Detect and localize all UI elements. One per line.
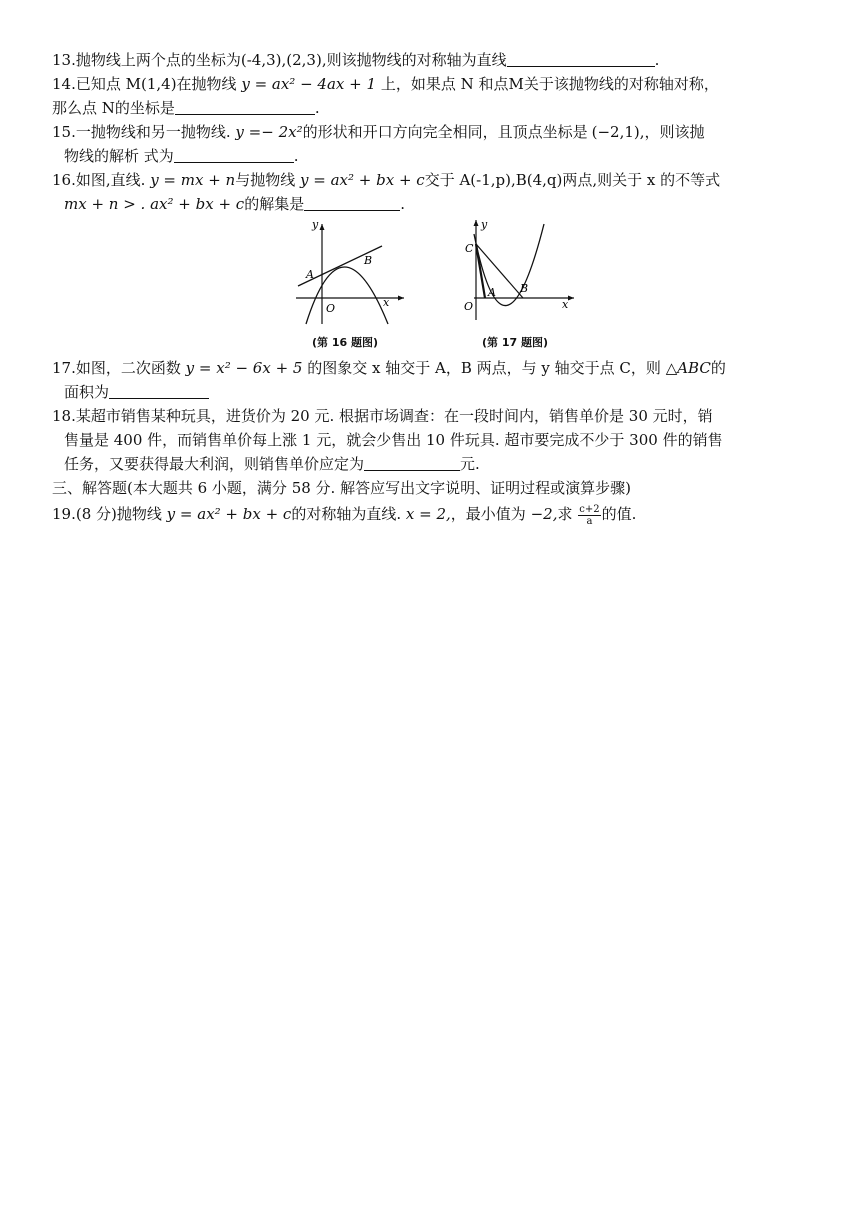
triangle-symbol: △ABC bbox=[665, 359, 711, 377]
y-label: y bbox=[481, 218, 488, 231]
point-b-label: B bbox=[364, 254, 373, 267]
point-a-label: A bbox=[306, 268, 314, 281]
question-number: 15. bbox=[52, 123, 76, 141]
question-number: 19. bbox=[52, 505, 76, 523]
x-label: x bbox=[562, 298, 569, 311]
math-expression: y =− 2x² bbox=[235, 123, 303, 141]
figure-16-caption: (第 16 题图) bbox=[312, 336, 379, 349]
question-14: 14.已知点 M(1,4)在抛物线 y = ax² − 4ax + 1 上，如果点 N 和点M关于该抛物线的对称轴对称， bbox=[52, 75, 719, 93]
answer-blank[interactable] bbox=[174, 146, 294, 163]
math-expression: x = 2, bbox=[405, 505, 451, 523]
x-label: x bbox=[383, 296, 390, 309]
question-18-line-3: 任务，又要获得最大利润，则销售单价应定为 元. bbox=[64, 455, 480, 473]
y-label: y bbox=[312, 220, 319, 231]
figure-16 bbox=[292, 220, 408, 349]
question-16-line-2: mx + n > . ax² + bx + c的解集是 . bbox=[64, 195, 405, 213]
y-axis-arrow bbox=[320, 224, 325, 230]
point-b-label: B bbox=[520, 282, 529, 295]
math-expression: mx + n > . ax² + bx + c bbox=[64, 195, 245, 213]
question-14-line-2: 那么点 N的坐标是 . bbox=[52, 99, 320, 117]
question-18: 18.某超市销售某种玩具，进货价为 20 元. 根据市场调查：在一段时间内，销售单价是 30 元时，销 bbox=[52, 407, 713, 425]
point-a-label: A bbox=[488, 286, 496, 299]
fraction: $\frac{c+2}{a}$ bbox=[579, 503, 600, 527]
question-18-line-2: 售量是 400 件，而销售单价每上涨 1 元，就会少售出 10 件玩具. 超市要完成不少于 300 件的销售 bbox=[64, 431, 723, 449]
question-number: 14. bbox=[52, 75, 76, 93]
origin-label: O bbox=[326, 302, 336, 315]
math-expression: y = ax² + bx + c bbox=[166, 505, 292, 523]
math-expression: y = ax² − 4ax + 1 bbox=[241, 75, 377, 93]
figures bbox=[52, 216, 812, 356]
question-15-line-2: 物线的解析 式为 . bbox=[64, 147, 299, 165]
section-heading: 三、解答题(本大题共 6 小题，满分 58 分. 解答应写出文字说明、证明过程或演算步骤) bbox=[52, 479, 631, 497]
answer-blank[interactable] bbox=[109, 382, 209, 399]
math-expression: y = ax² + bx + c bbox=[300, 171, 425, 189]
min-value: −2, bbox=[530, 505, 558, 523]
question-13: 13.抛物线上两个点的坐标为(-4,3),(2,3),则该抛物线的对称轴为直线 . bbox=[52, 51, 660, 69]
question-16: 16.如图,直线. y = mx + n与抛物线 y = ax² + bx + c交于 A(-1,p),B(4,q)两点,则关于 x 的不等式 bbox=[52, 171, 721, 189]
question-number: 13. bbox=[52, 51, 76, 69]
math-expression: y = mx + n bbox=[150, 171, 236, 189]
origin-label: O bbox=[464, 300, 474, 313]
question-17: 17.如图，二次函数 y = x² − 6x + 5 的图象交 x 轴交于 A，B 两点，与 y 轴交于点 C，则 △ABC的 bbox=[52, 359, 726, 377]
question-19: 19.(8 分)抛物线 y = ax² + bx + c的对称轴为直线. x = 2,，最小值为 −2,求 $\frac{c+2}{a}$ 的值. bbox=[52, 503, 637, 527]
question-number: 18. bbox=[52, 407, 76, 425]
question-number: 17. bbox=[52, 359, 76, 377]
answer-blank[interactable] bbox=[507, 50, 655, 67]
figure-17 bbox=[462, 216, 578, 349]
figure-17-caption: (第 17 题图) bbox=[482, 336, 549, 349]
figure-17-graph bbox=[462, 216, 578, 326]
answer-blank[interactable] bbox=[304, 194, 400, 211]
y-axis-arrow bbox=[474, 220, 479, 226]
document-page bbox=[52, 48, 812, 528]
question-text: 抛物线上两个点的坐标为(-4,3),(2,3),则该抛物线的对称轴为直线 bbox=[75, 51, 507, 69]
question-number: 16. bbox=[52, 171, 76, 189]
answer-blank[interactable] bbox=[175, 98, 315, 115]
question-17-line-2: 面积为 bbox=[52, 380, 812, 404]
answer-blank[interactable] bbox=[364, 454, 460, 471]
point-c-label: C bbox=[465, 242, 474, 255]
question-15: 15.一抛物线和另一抛物线. y =− 2x²的形状和开口方向完全相同，且顶点坐标是 (−2,1),，则该抛 bbox=[52, 123, 705, 141]
figure-16-graph bbox=[292, 220, 408, 326]
parabola bbox=[306, 267, 388, 324]
x-axis-arrow bbox=[398, 296, 404, 301]
x-axis-arrow bbox=[568, 296, 574, 301]
math-expression: y = x² − 6x + 5 bbox=[185, 359, 303, 377]
